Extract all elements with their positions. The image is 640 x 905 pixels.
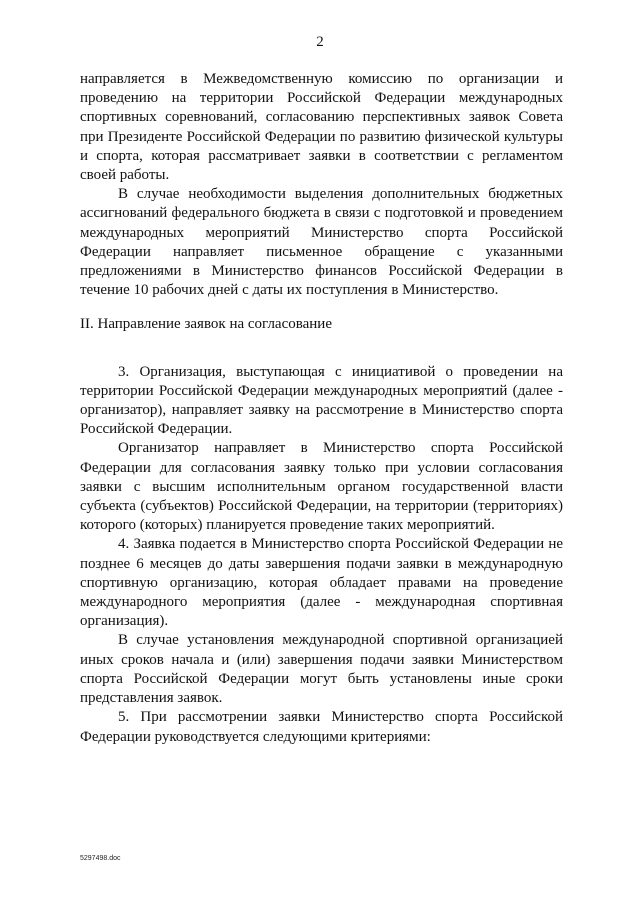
paragraph-item-5: 5. При рассмотрении заявки Министерство спорта Российской Федерации руководствуется следующими критериями: [80,709,563,745]
paragraph-continuation: направляется в Межведомственную комиссию по организации и проведению на территории Российской Федерации международных спортивных соревнований, согласованию перспективных заявок Совета при Президенте Российской Федерации по развитию физической культуры и спорта, которая рассматривает заявки в соответствии с регламентом своей работы. [80,71,563,184]
footer-filename: 5297498.doc [80,855,121,862]
document-body [80,70,563,747]
paragraph-item-3: 3. Организация, выступающая с инициативой о проведении на территории Российской Федерации международных мероприятий (далее - организатор), направляет заявку на рассмотрение в Министерство спорта Российской Федерации. [80,363,563,438]
paragraph-deadline-exception: В случае установления международной спортивной организацией иных сроков начала и (или) завершения подачи заявки Министерством спорта Российской Федерации могут быть установлены иные сроки представления заявок. [80,632,563,707]
section-heading: II. Направление заявок на согласование [80,316,332,333]
paragraph-organizer-submission: Организатор направляет в Министерство спорта Российской Федерации для согласования заявку только при условии согласования заявки с высшим исполнительным органом государственной власти субъекта (субъектов) Российской Федерации, на территории (территориях) которого (которых) планируется проведение таких мероприятий. [80,440,563,534]
page-number: 2 [316,34,324,50]
paragraph-item-4: 4. Заявка подается в Министерство спорта Российской Федерации не позднее 6 месяцев до даты завершения подачи заявки в международную спортивную организацию, которая обладает правами на проведение международного мероприятия (далее - международная спортивная организация). [80,536,563,630]
paragraph-budget-allocation: В случае необходимости выделения дополнительных бюджетных ассигнований федерального бюджета в связи с подготовкой и проведением международных мероприятий Министерство спорта Российской Федерации направляет письменное обращение с указанными предложениями в Министерство финансов Российской Федерации в течение 10 рабочих дней с даты их поступления в Министерство. [80,186,563,299]
